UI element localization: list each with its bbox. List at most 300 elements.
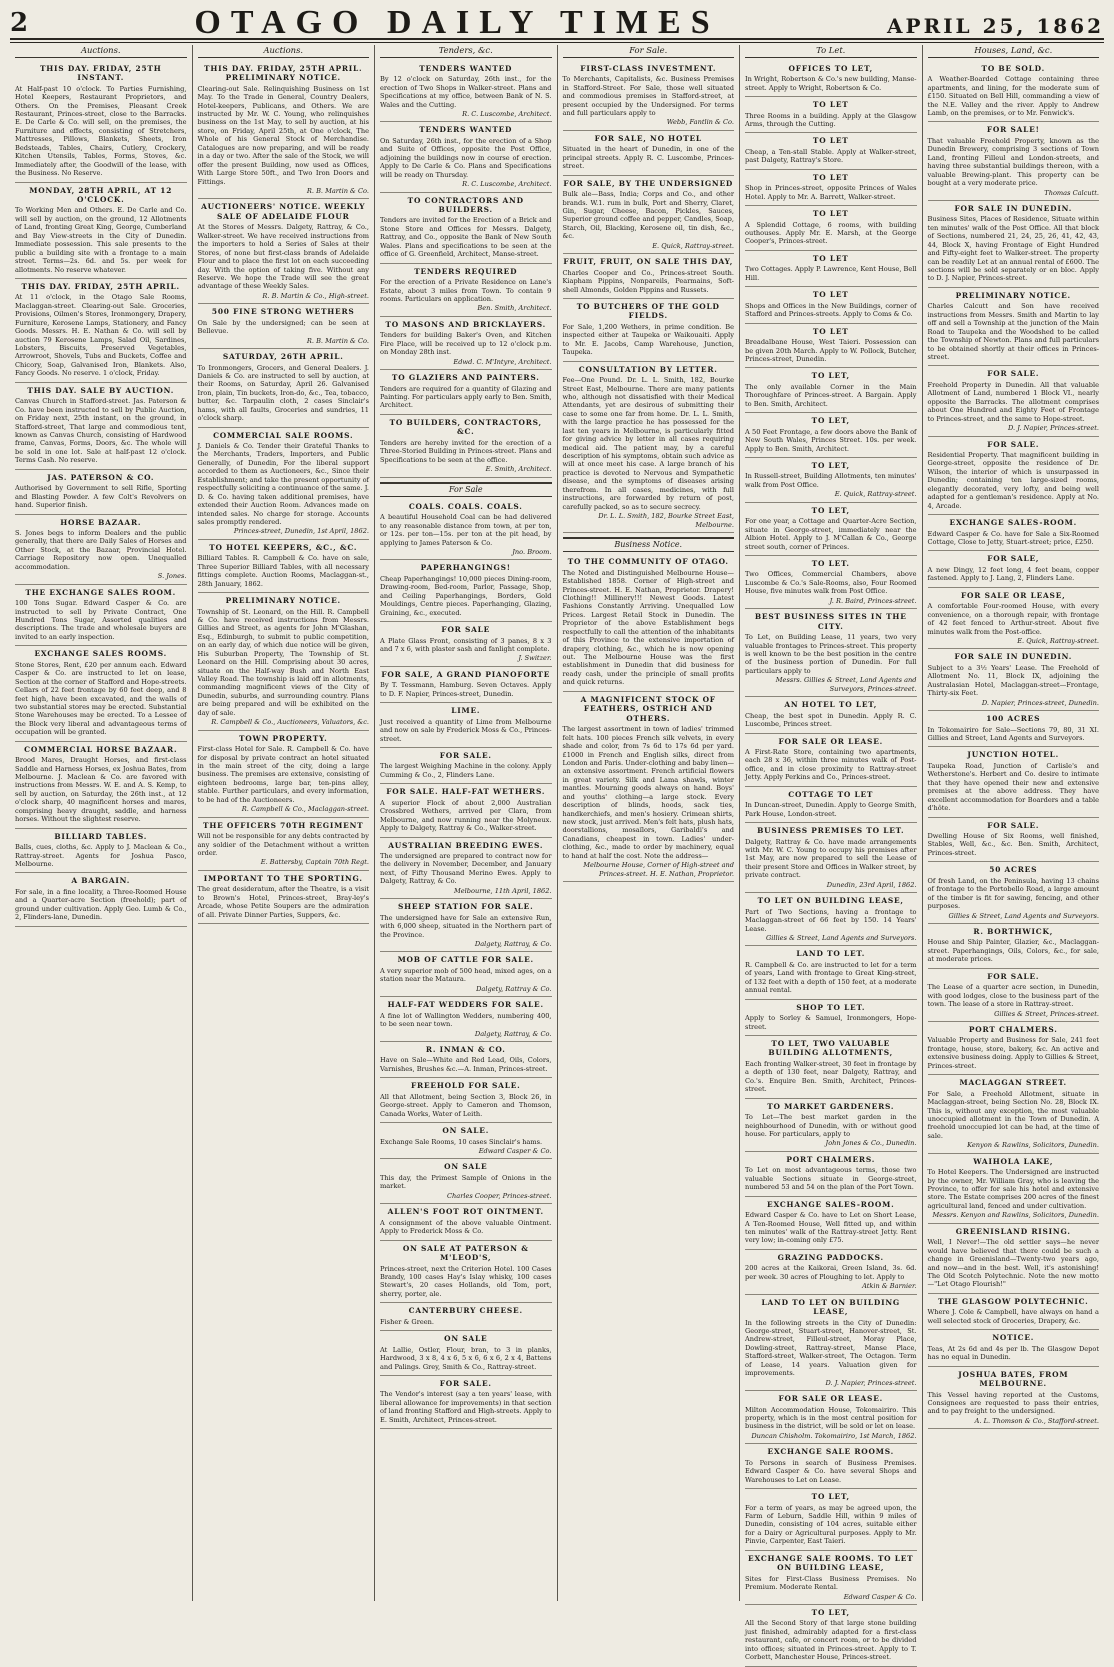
advertisement — [380, 1241, 552, 1304]
ad-heading: GRAZING PADDOCKS. — [777, 1252, 884, 1262]
advertisement — [198, 61, 370, 200]
ad-signature: Dalgety, Rattray & Co. — [476, 984, 552, 993]
advertisement — [928, 122, 1100, 201]
ad-body: Shop in Princes-street, opposite Princes of Wales Hotel. Apply to Mr. A. Barrett, Walker-street. — [745, 184, 917, 201]
ad-body: Dwelling House of Six Rooms, well finished, Stables, Well, &c., &c. Ben. Smith, Architect, Princes-street. — [927, 831, 1099, 857]
ad-signature: E. Smith, Architect. — [485, 465, 552, 474]
ad-heading: ALLEN'S FOOT ROT OINTMENT. — [387, 1207, 544, 1217]
ad-heading: TO LET — [812, 172, 849, 182]
ad-body: Clearing-out Sale. Relinquishing Business on 1st May. To the Trade in General, Country Dealers, Hotel-keepers, Publicans, and Others. We are instructed by Mr. W. C. Young, who relinquishes business on the 1st May, to sell by auction, at his store, on Friday, April 25th, at One o'clock, The Whole of his General Stock of Merchandise. Catalogues are now preparing, and will be ready in a day or two. After the sale of the Stock, we will offer the present Building, now used as Offices, With Large Store 50ft., and Two Iron Doors and Fittings. — [197, 84, 369, 186]
column-2 — [193, 45, 376, 1601]
ad-signature: R. B. Martin & Co. — [306, 186, 369, 195]
ad-body: To Persons in search of Business Premises. Edward Casper & Co. have several Shops and Warehouses to Let on Lease. — [745, 1458, 917, 1484]
ad-heading: JUNCTION HOTEL. — [967, 750, 1060, 760]
advertisement — [380, 1331, 552, 1376]
ad-body: A 50 Feet Frontage, a few doors above the Bank of New South Wales, Princes Street. 10s. per week. Apply to Ben. Smith, Architect. — [745, 427, 917, 453]
ad-heading: 500 FINE STRONG WETHERS — [211, 307, 355, 317]
ad-heading: PORT CHALMERS. — [968, 1024, 1058, 1034]
advertisement — [15, 61, 187, 183]
advertisement — [380, 997, 552, 1042]
ad-signature: R. C. Luscombe, Architect. — [462, 180, 552, 189]
advertisement — [380, 748, 552, 784]
advertisement — [380, 899, 552, 952]
ad-heading: EXCHANGE SALE ROOMS. — [767, 1447, 894, 1457]
ad-heading: TO MASONS AND BRICKLAYERS. — [385, 319, 547, 329]
ad-body: By T. Tessmann, Hamburg. Seven Octaves. Apply to D. F. Napier, Princes-street, Dunedin. — [380, 681, 552, 698]
ad-signature: Atkin & Barnier. — [862, 1282, 917, 1291]
advertisement — [380, 499, 552, 561]
advertisement — [745, 556, 917, 609]
ad-body: To Merchants, Capitalists, &c. Business Premises in Stafford-Street. For Sale, those well situated and commodious premises in Stafford-street, at present occupied by the Undersigned. For terms and full particulars apply to — [562, 75, 734, 117]
advertisement — [380, 667, 552, 703]
advertisement — [745, 133, 917, 169]
column-header: To Let. — [745, 45, 917, 58]
ad-body: Charles Calcutt and Son have received instructions from Messrs. Smith and Martin to lay off and sell a Township at the junction of the Main Road to Taupeka and the Woodshed to be called the Township of Newton. Plans and full particulars to be obtained shortly at their offices in Princes-street. — [927, 302, 1099, 361]
page-number: 2 — [10, 8, 29, 38]
ad-body: Canvas Church in Stafford-street. Jas. Paterson & Co. have been instructed to sell by Public Auction, on Friday next, 25th instant, on the ground, in Stafford-street, That large and commodious tent, known as Canvas Church, consisting of Hardwood frame, Canvas, Forms, Doors, &c. The whole will be sold in one lot. Sale at half-past 12 o'clock. Terms Cash. No reserve. — [15, 397, 187, 465]
ad-body: For a term of years, as may be agreed upon, the Farm of Leburn, Saddle Hill, within 9 miles of Dunedin, consisting of 104 acres, suitable either for a Dairy or Agricultural purposes. Apply to Mr. Pinvie, Carpenter, East Taieri. — [745, 1503, 917, 1546]
ad-heading: ON SALE. — [442, 1126, 490, 1136]
ad-body: A fine lot of Wallington Wedders, numbering 400, to be seen near town. — [380, 1011, 552, 1029]
ad-heading: PORT CHALMERS. — [786, 1154, 876, 1164]
ad-heading: 50 ACRES — [989, 865, 1038, 875]
ad-body: All the Second Story of that large stone building just finished, admirably adapted for a first-class restaurant, cafe, or concert room, or to be divided into offices; situated in Princes-street. Apply to T. Corbett, Manchester House, Princes-street. — [745, 1619, 917, 1662]
ad-body: By 12 o'clock on Saturday, 26th inst., for the erection of Two Shops in Walker-street. Plans and Specifications at my office, between Bank of N. S. Wales and the Cutting. — [380, 75, 552, 109]
advertisement — [745, 1036, 917, 1099]
advertisement — [380, 703, 552, 748]
ad-heading: TO LET, — [811, 1607, 850, 1617]
advertisement — [380, 61, 552, 123]
ad-heading: R. INMAN & CO. — [425, 1044, 506, 1054]
ad-heading: TO BUTCHERS OF THE GOLD FIELDS. — [576, 301, 720, 321]
advertisement — [198, 818, 370, 871]
ad-heading: TO LET, — [811, 371, 850, 381]
advertisement — [928, 1224, 1100, 1294]
ad-body: Tenders for building Baker's Oven, and Kitchen Fire Place, will be received up to 12 o'clock p.m. on Monday 28th inst. — [380, 331, 552, 357]
ad-heading: EXCHANGE SALES-ROOM. — [767, 1199, 895, 1209]
ad-heading: TO LET ON BUILDING LEASE, — [757, 896, 904, 906]
ad-heading: COMMERCIAL HORSE BAZAAR. — [24, 744, 178, 754]
ad-body: Exchange Sale Rooms, 10 cases Sinclair's hams. — [380, 1137, 543, 1146]
ad-heading: FOR SALE. — [439, 750, 492, 760]
ad-heading: CANTERBURY CHEESE. — [408, 1306, 523, 1316]
advertisement — [745, 734, 917, 787]
ad-body: Just received a quantity of Lime from Melbourne and now on sale by Frederick Moss & Co., Princes-street. — [380, 717, 552, 743]
ad-heading: FREEHOLD FOR SALE. — [410, 1081, 521, 1091]
ad-heading: TO BUILDERS, CONTRACTORS, &C. — [389, 417, 542, 437]
ad-body: R. Campbell & Co. are instructed to let for a term of years, Land with frontage to Great King-street, of 132 feet with a depth of 150 feet, at a moderate annual rental. — [745, 960, 917, 995]
ad-heading: THIS DAY. FRIDAY, 25TH APRIL. PRELIMINARY NOTICE. — [204, 63, 363, 83]
advertisement — [928, 1075, 1100, 1154]
advertisement — [745, 1444, 917, 1489]
ad-body: A superior Flock of about 2,000 Australian Crossbred Wethers, arrived per Clara, from Melbourne, and now running near the Molyneux. Apply to Dalgety, Rattray & Co., Walker-street. — [380, 798, 552, 833]
advertisement — [745, 206, 917, 251]
ad-heading: EXCHANGE SALES ROOMS. — [34, 649, 168, 659]
advertisement — [928, 969, 1100, 1022]
masthead — [10, 4, 1104, 41]
ad-body: For the erection of a Private Residence on Lane's Estate, about 3 miles from Town. To contain 9 rooms. Particulars on application. — [380, 278, 552, 303]
ad-body: At 11 o'clock, in the Otago Sale Rooms, Maclaggan-street. Clearing-out Sale. Groceries, Provisions, Oilmen's Stores, Ironmongery, Drapery, Furniture, Kerosene Lamps, Stationery, and Fancy Goods. Messrs. H. E. Nathan & Co. will sell by auction 79 Kerosene Lamps, Salad Oil, Sardines, Lobsters, Biscuits, Preserved Vegetables, Arrowroot, Shovels, Tubs and Buckets, Coffee and Chicory, Soap, Galvanised Iron, Blankets. Also, Fancy Goods. No reserve. 1 o'clock, Friday. — [15, 293, 187, 378]
ad-signature: Princes-street, Dunedin, 1st April, 1862. — [233, 527, 369, 536]
ad-body: Authorised by Government to sell Rifle, Sporting and Blasting Powder. A few Colt's Revolvers on hand. Superior finish. — [15, 484, 187, 510]
ad-body: 200 acres at the Kaikorai, Green Island, 3s. 6d. per week. 30 acres of Ploughing to let. Apply to — [745, 1264, 917, 1281]
ad-body: In the following streets in the City of Dunedin: George-street, Stuart-street, Hanover-street, St. Andrew-street, Filleul-street, Moray Place, Dowling-street, Rattray-street, Manse Place, Stafford-street, Walker-street, The Octagon. Term of Lease, 14 years. Valuation given for improvements. — [745, 1318, 917, 1378]
ad-heading: TO LET — [812, 290, 849, 300]
columns-container — [10, 45, 1104, 1662]
section-title: For Sale — [448, 484, 483, 494]
advertisement — [380, 1204, 552, 1240]
advertisement — [745, 170, 917, 206]
ad-body: The Noted and Distinguished Melbourne House—Established 1858. Corner of High-street and Princes-street. H. E. Nathan, Proprietor. Drapery! Clothing!! Millinery!!! Newest Goods. Latest Fashions Constantly Arriving. Unequalled Low Prices. Largest Retail Stock in Dunedin. The Proprietor of the above Establishment begs respectfully to call the attention of the inhabitants of this Province to the extensive importation of drapery, clothing, &c., which he is now opening out. The Melbourne House was the first establishment in Dunedin that did business for ready cash, under the principle of small profits and quick returns. — [562, 568, 734, 687]
ad-body: Tenders are hereby invited for the erection of a Three-Storied Building in Princes-street. Plans and Specifications to be seen at the office. — [380, 438, 552, 464]
ad-body: In Tokomairiro for Sale—Sections 79, 80, 31 XI. Gillies and Street, Land Agents and Surveyors. — [927, 725, 1099, 742]
ad-heading: TENDERS WANTED — [419, 125, 513, 135]
ad-signature: D. Napier, Princes-street, Dunedin. — [981, 698, 1099, 707]
ad-body: To Hotel Keepers. The Undersigned are instructed by the owner, Mr. William Gray, who is leaving the Province, to offer for sale his hotel and extensive store. The Estate comprises 200 acres of the finest agricultural land, fenced and under cultivation. — [927, 1168, 1099, 1210]
ad-heading: TO BE SOLD. — [981, 63, 1045, 73]
ad-signature: Dalgety, Rattray, & Co. — [474, 939, 552, 948]
advertisement — [563, 692, 735, 882]
advertisement — [745, 1551, 917, 1605]
ad-heading: FOR SALE — [441, 625, 491, 635]
ad-heading: BILLIARD TABLES. — [54, 831, 148, 841]
advertisement — [928, 1022, 1100, 1075]
ad-signature: Charles Cooper, Princes-street. — [447, 1191, 552, 1200]
ad-body: Taupeka Road, Junction of Carlisle's and Wetherstone's. Herbert and Co. desire to intimate that they have opened their new and extensive premises at the above address. They have excellent accommodation for Boarders and a table d'hôte. — [927, 761, 1099, 813]
ad-heading: TO LET — [812, 326, 849, 336]
advertisement — [745, 324, 917, 369]
ad-body: Milton Accommodation House, Tokomairiro. This property, which is in the most central position for business in the district, will be sold or let on lease. — [745, 1405, 917, 1431]
advertisement — [928, 366, 1100, 436]
ad-body: To Ironmongers, Grocers, and General Dealers. J. Daniels & Co. are instructed to sell by auction, at their Rooms, on Saturday, April 26. Galvanised Iron, plain, Tin buckets, Iron-do, &c., Tea, tobacco, butter, &c. Tarpaulin cloth, 2 cases Sinclair's hams, with all faults, Groceries and sundries, 11 o'clock sharp. — [197, 363, 369, 423]
ad-body: The undersigned have for Sale an extensive Run, with 6,000 sheep, situated in the Northern part of the Province. — [380, 913, 552, 939]
advertisement — [198, 871, 370, 924]
ad-body: Will not be responsible for any debts contracted by any soldier of the Detachment without a written order. — [197, 832, 369, 857]
advertisement — [745, 823, 917, 893]
ad-body: Each fronting Walker-street, 30 feet in frontage by a depth of 130 feet, near Dalgety, Rattray, and Co.'s. Enquire Ben. Smith, Architect, Princes-street. — [745, 1059, 917, 1094]
ad-heading: MOB OF CATTLE FOR SALE. — [397, 955, 534, 965]
ad-heading: FOR SALE! — [986, 125, 1040, 135]
ad-heading: THIS DAY. SALE BY AUCTION. — [27, 385, 175, 395]
ad-body: Cheap, a Ten-stall Stable. Apply at Walker-street, past Dalgety, Rattray's Store. — [745, 147, 917, 165]
ad-heading: THIS DAY. FRIDAY, 25TH APRIL. — [21, 281, 180, 291]
ad-signature: E. Quick, Rattray-street. — [652, 241, 734, 250]
ad-body: Two Offices, Commercial Chambers, above Luscombe & Co.'s Sale-Rooms, also, Four Roomed House, five minutes walk from Post Office. — [745, 570, 917, 596]
advertisement — [745, 1391, 917, 1444]
ad-signature: John Jones & Co., Dunedin. — [825, 1139, 917, 1148]
column-5 — [740, 45, 923, 1662]
ad-heading: TO THE COMMUNITY OF OTAGO. — [567, 557, 729, 567]
advertisement — [745, 287, 917, 323]
advertisement — [928, 437, 1100, 516]
advertisement — [928, 1330, 1100, 1366]
advertisement — [380, 122, 552, 192]
ad-signature: Edward Casper & Co. — [843, 1592, 917, 1601]
ad-body: S. Jones begs to inform Dealers and the public generally, that there are Daily Sales of Horses and Other Stock, at the Bazaar, Provincial Hotel. Carriage Repository now open. Unequalled accommodation. — [15, 529, 187, 571]
advertisement — [15, 742, 187, 829]
advertisement — [15, 873, 187, 926]
ad-body: A comfortable Four-roomed House, with every convenience, on a thorough repair, with frontage of 42 feet fenced to Arthur-street. About five minutes walk from the Post-office. — [927, 602, 1099, 636]
ad-body: First-class Hotel for Sale. R. Campbell & Co. have for disposal by private contract an hotel situated in the main street of the city, doing a large business. The premises are extensive, consisting of eighteen bedrooms, large bar, ten-pins alley, stable. Further particulars, and every information, to be had of the Auctioneers. — [197, 745, 369, 804]
ad-body: This day, the Primest Sample of Onions in the market. — [380, 1173, 552, 1191]
ad-heading: EXCHANGE SALES-ROOM. — [949, 518, 1077, 528]
ad-body: To Let—The best market garden in the neighbourhood of Dunedin, with or without good house. For particulars, apply to — [745, 1113, 917, 1138]
ad-body: Billiard Tables. R. Campbell & Co. have on sale, Three Superior Billiard Tables, with all necessary fittings complete. Auction Rooms, Maclaggan-st., 28th January, 1862. — [197, 554, 369, 588]
advertisement — [928, 551, 1100, 587]
advertisement — [198, 540, 370, 593]
ad-signature: Melbourne, 11th April, 1862. — [454, 886, 552, 895]
advertisement — [745, 413, 917, 458]
ad-heading: FOR SALE, — [987, 554, 1040, 564]
advertisement — [745, 1489, 917, 1551]
ad-body: For sale, in a fine locality, a Three-Roomed House and a Quarter-acre Section (freehold); part of ground under cultivation. Apply Geo. Lumb & Co., 2, Flinders-lane, Dunedin. — [15, 887, 187, 922]
ad-signature: E. Quick, Rattray-street. — [834, 490, 917, 499]
ad-heading: TENDERS WANTED — [419, 63, 513, 73]
ad-signature: Gillies & Street, Princes-street. — [994, 1009, 1099, 1018]
ad-heading: COTTAGE TO LET — [788, 789, 874, 799]
ad-heading: FOR SALE. — [987, 369, 1040, 379]
advertisement — [745, 1295, 917, 1391]
ad-heading: THE EXCHANGE SALES ROOM. — [25, 587, 177, 597]
ad-body: Teas, At 2s 6d and 4s per lb. The Glasgow Depot has no equal in Dunedin. — [927, 1344, 1099, 1362]
advertisement — [745, 251, 917, 287]
ad-heading: TENDERS REQUIRED — [414, 266, 518, 276]
ad-body: The largest assortment in town of ladies' trimmed felt hats. 100 pieces French silk velvets, in every shade and color, from 7s 6d to 17s 6d per yard. £1000 in French and English silks, direct from London and Paris. Under-clothing and baby linen—an extensive assortment. French artificial flowers in great variety. Silk and Lama shawls, winter mantles. Mourning goods always on hand. Boys' and youths' clothing—a large stock. Every description of blinds, hoods, sack ties, handkerchiefs, and men's hosiery. Crimean shirts, new stock, just arrived. Men's felt hats, plush hats, doorstallions, mosaïlors, Garibaldi's and Canadians, cheapest in town. Ladies' under-clothing, &c., made to order by machinery, equal to hand at half the cost. Note the address— — [562, 725, 734, 860]
ad-signature: J. Switzer. — [518, 654, 552, 663]
ad-body: On Saturday, 26th inst., for the erection of a Shop and Suite of Offices, opposite the Post Office, adjoining the buildings now in course of erection. Apply to De Carle & Co. Plans and Specifications will be ready on Thursday. — [380, 136, 552, 179]
advertisement — [380, 622, 552, 667]
ad-heading: TO HOTEL KEEPERS, &C., &C. — [209, 542, 358, 552]
ad-heading: FOR SALE, A GRAND PIANOFORTE — [381, 669, 551, 679]
advertisement — [745, 697, 917, 733]
advertisement — [928, 649, 1100, 711]
ad-body: J. Daniels & Co. Tender their Grateful Thanks to the Merchants, Traders, Importers, and Public Generally, of Dunedin, For the liberal support accorded to them as Auctioneers, &c., Since their Establishment; and take the present opportunity of respectfully soliciting a continuance of the same. J. D. & Co. having taken additional premises, have extended their Auction Room. Advances made on intended sales. No charge for storage. Accounts sales promptly rendered. — [197, 442, 369, 526]
ad-body: Fisher & Green. — [380, 1317, 434, 1326]
advertisement — [745, 97, 917, 133]
ad-heading: LIME. — [451, 706, 481, 716]
advertisement — [15, 515, 187, 585]
ad-signature: R. B. Martin & Co., High-street. — [262, 291, 369, 300]
ad-signature: R. Campbell & Co., Maclaggan-street. — [241, 805, 369, 814]
ad-body: Subject to a 3½ Years' Lease. The Freehold of Allotment No. 11, Block IX, adjoining the Australasian Hotel, Maclaggan-street—Frontage, Thirty-six Feet. — [927, 663, 1099, 698]
ad-body: House and Ship Painter, Glazier, &c., Maclaggan-street. Paperhangings, Oils, Colors, &c., for sale, at moderate prices. — [927, 938, 1099, 964]
ad-heading: TOWN PROPERTY. — [238, 733, 328, 743]
advertisement — [563, 554, 735, 692]
ad-heading: AUSTRALIAN BREEDING EWES. — [388, 840, 544, 850]
ad-list — [745, 61, 917, 1667]
ad-body: A very superior mob of 500 head, mixed ages, on a station near the Mataura. — [380, 966, 552, 984]
ad-signature: Dunedin, 23rd April, 1862. — [826, 880, 917, 889]
ad-signature: Ben. Smith, Architect. — [477, 304, 552, 313]
ad-body: Residential Property. That magnificent building in George-street, opposite the residence of Dr. Wilson, the interior of which is unsurpassed in Dunedin; containing ten large-sized rooms, elegantly decorated, very lofty, and being well adapted for a gentleman's residence. Apply at No. 4, Arcade. — [927, 451, 1099, 510]
ad-heading: FOR SALE. — [987, 439, 1040, 449]
ad-body: A new Dingy, 12 feet long, 4 feet beam, copper fastened. Apply to J. Lang, 2, Flinders Lane. — [927, 565, 1099, 583]
column-header: For Sale. — [563, 45, 735, 58]
ad-body: The undersigned are prepared to contract now for the delivery in November, December, and January next, of Fifty Thousand Merino Ewes. Apply to Dalgety, Rattray, & Co. — [380, 852, 552, 886]
ad-body: At the Stores of Messrs. Dalgety, Rattray, & Co., Walker-street. We have received instructions from the importers to hold a Series of Sales at their Stores, of none but first-class brands of Adelaide Flour and to place the first lot on each succeeding day. With the option of taking five. Without any Reserve. We hope the Trade will see the great advantage of these Weekly Sales. — [197, 223, 369, 291]
ad-heading: TO LET — [812, 136, 849, 146]
advertisement — [380, 1159, 552, 1204]
advertisement — [380, 1078, 552, 1123]
column-1 — [10, 45, 193, 1601]
column-3 — [375, 45, 558, 1601]
ad-body: Business Sites, Places of Residence, Situate within ten minutes' walk of the Post Office. All that block of Sections, numbered 21, 24, 25, 26, 41, 42, 43, 44, Block X, having Frontage of Eight Hundred and Fifty-eight feet to Walker-street. The property can be readily Let at an annual rental of £600. The sections will be sold separately or en bloc. Apply to D. J. Napier, Princes-street. — [927, 215, 1099, 283]
ad-heading: FRUIT, FRUIT, ON SALE THIS DAY, — [563, 257, 734, 267]
ad-signature: D. J. Napier, Princes-street. — [825, 1378, 917, 1387]
ad-signature: R. C. Luscombe, Architect. — [462, 109, 552, 118]
newspaper-title: OTAGO DAILY TIMES — [194, 4, 720, 41]
ad-heading: THIS DAY. FRIDAY, 25TH INSTANT. — [39, 63, 162, 83]
ad-body: Apply to Sorley & Samuel, Ironmongers, Hope-street. — [745, 1014, 917, 1031]
advertisement — [745, 1250, 917, 1295]
ad-heading: PRELIMINARY NOTICE. — [955, 290, 1071, 300]
ad-heading: SHEEP STATION FOR SALE. — [398, 902, 534, 912]
ad-heading: IMPORTANT TO THE SPORTING. — [203, 873, 363, 883]
ad-body: All that Allotment, being Section 3, Block 26, in George-street. Apply to Cameron and Thomson, Canada Works, Water of Leith. — [380, 1092, 552, 1118]
advertisement — [380, 1303, 552, 1331]
ad-body: Sites for First-Class Business Premises. No Premium. Moderate Rental. — [745, 1574, 917, 1592]
ad-signature: R. Campbell & Co., Auctioneers, Valuators, &c. — [211, 718, 369, 727]
ad-body: Edward Casper & Co. have to Let on Short Lease, A Ten-Roomed House, Well fitted up, and within ten minutes' walk of the Rattray-street Jetty. Rent very low; in-coming only £75. — [745, 1211, 917, 1245]
ad-body: Have on Sale—White and Red Lead, Oils, Colors, Varnishes, Brushes &c.—A. Inman, Princes-street. — [380, 1056, 552, 1073]
advertisement — [928, 924, 1100, 969]
ad-body: Dalgety, Rattray & Co. have made arrangements with Mr. W. C. Young to occupy his premises after 1st May, are now prepared to sell the Lease of their present Store and Offices in Walker street, by private contract. — [745, 837, 917, 880]
advertisement — [563, 254, 735, 299]
advertisement — [380, 370, 552, 415]
ad-body: Situated in the heart of Dunedin, in one of the principal streets. Apply R. C. Luscombe, Princes-street. — [562, 145, 734, 171]
ad-heading: THE OFFICERS 70TH REGIMENT — [203, 820, 364, 830]
ad-heading: FIRST-CLASS INVESTMENT. — [580, 63, 717, 73]
advertisement — [198, 349, 370, 428]
issue-date: APRIL 25, 1862 — [887, 14, 1104, 38]
ad-body: Three Rooms in a building. Apply at the Glasgow Arms, through the Cutting. — [745, 111, 917, 128]
section-title: Business Notice. — [614, 539, 683, 549]
advertisement — [745, 368, 917, 413]
ad-signature: Webb, Fantlin & Co. — [666, 118, 734, 127]
ad-signature: Jno. Broom. — [512, 547, 552, 556]
ad-body: Edward Casper & Co. have for Sale a Six-Roomed Cottage, Close to Jetty, Stuart-street; price, £250. — [927, 529, 1099, 546]
ad-body: The only available Corner in the Main Thoroughfare of Princes-street. A Bargain. Apply to Ben. Smith, Architect. — [745, 382, 917, 408]
ad-heading: AUCTIONEERS' NOTICE. WEEKLY SALE OF ADELAIDE FLOUR — [201, 202, 366, 221]
ad-body: In Russell-street, Building Allotments, ten minutes' walk from Post Office. — [745, 472, 917, 489]
ad-body: Where J. Cole & Campbell, have always on hand a well selected stock of Groceries, Drapery, &c. — [927, 1308, 1099, 1325]
ad-heading: TO LET, — [811, 1492, 850, 1502]
ad-heading: TO LET, — [811, 416, 850, 426]
ad-heading: TO MARKET GARDENERS. — [767, 1101, 895, 1111]
ad-heading: FOR SALE. — [987, 820, 1040, 830]
advertisement — [15, 279, 187, 383]
advertisement — [15, 646, 187, 741]
advertisement — [563, 176, 735, 255]
advertisement — [928, 288, 1100, 367]
ad-signature: Edward Casper & Co. — [478, 1147, 552, 1156]
advertisement — [745, 1197, 917, 1250]
ad-signature: Duncan Chisholm. Tokomairiro, 1st March, 1862. — [751, 1431, 917, 1440]
ad-body: Breadalbane House, West Taieri. Possession can be given 20th March. Apply to W. Pollock, Butcher, Princes-street, Dunedin. — [745, 338, 917, 363]
ad-heading: SHOP TO LET. — [796, 1002, 866, 1012]
ad-signature: S. Jones. — [157, 572, 187, 581]
ad-heading: FOR SALE IN DUNEDIN. — [954, 203, 1073, 213]
ad-body: That valuable Freehold Property, known as the Dunedin Brewery, comprising 3 sections of Town Land, fronting Filleul and London-streets, and having three substantial buildings thereon, with a valuable Brewing-plant. This property can be bought at a very moderate price. — [927, 136, 1099, 188]
advertisement — [380, 784, 552, 837]
ad-heading: FOR SALE OR LEASE. — [778, 1394, 884, 1404]
advertisement — [198, 428, 370, 540]
advertisement — [928, 818, 1100, 863]
ad-heading: PAPERHANGINGS! — [420, 563, 511, 573]
ad-body: Stone Stores, Rent, £20 per annum each. Edward Casper & Co. are instructed to let on lease, Section at the corner of Stafford and Hope-streets. Cellars of 22 feet frontage by 60 feet deep, and 8 feet high, have been excavated, and the walls of two substantial stores may be erected. Substantial Stone Warehouses may be erected. To a Lessee of the Block very liberal and advantageous terms of occupation will be granted. — [15, 660, 187, 737]
ad-heading: PRELIMINARY NOTICE. — [225, 596, 341, 606]
ad-body: To Working Men and Others. E. De Carle and Co. will sell by auction, on the ground, 12 Allotments of Land, fronting Great King, George, Cumberland and Bay View-streets in the City of Dunedin. Immediate possession. This sale presents to the public a building site with a frontage to a main street. Terms—2s. 6d. and 5s. per week for allotments. No reserve whatever. — [15, 206, 187, 274]
ad-list — [563, 61, 735, 882]
ad-signature: Edwd. C. M'Intyre, Architect. — [453, 357, 552, 366]
ad-body: Cheap, the best spot in Dunedin. Apply R. C. Luscombe, Princes street. — [745, 711, 917, 729]
advertisement — [198, 199, 370, 304]
section-header — [380, 482, 552, 497]
ad-body: Princes-street, next the Criterion Hotel. 100 Cases Brandy, 100 cases Hay's Islay whisky, 100 cases Stewart's, 20 cases Hollands, old Tom, port, sherry, porter, ale. — [380, 1264, 552, 1298]
ad-heading: JOSHUA BATES, FROM MELBOURNE. — [958, 1369, 1069, 1389]
ad-body: Of fresh Land, on the Peninsula, having 13 chains of frontage to the Portobello Road, a large amount of the timber is fit for sawing, fencing, and other purposes. — [927, 876, 1099, 911]
ad-body: A beautiful Household Coal can be had delivered to any reasonable distance from town, at per ton, or 12s. per ton—15s. per ton at the pit head, by applying to James Paterson & Co. — [380, 513, 552, 547]
ad-heading: FOR SALE IN DUNEDIN. — [954, 652, 1073, 662]
ad-body: Two Cottages. Apply P. Lawrence, Kent House, Bell Hill. — [745, 265, 917, 282]
ad-body: Fee—One Pound. Dr. L. L. Smith, 182, Bourke Street East, Melbourne. There are many patients who, although not dissatisfied with their Medical Attendants, yet are desirous of submitting their case to some one far from home. Dr. L. L. Smith, with the large practice he has possessed for the last ten years in Melbourne, is particularly fitted for giving advice by letter in all cases requiring medical aid. The patient may, by a careful description of his symptoms, obtain such advice as will at once meet his case. A large branch of his practice is devoted to Nervous and Sympathetic disease, and the symptoms of diseases arising therefrom. In all cases, medicines, with full instructions, are forwarded by return of post, carefully packed, so as to secure secrecy. — [562, 376, 734, 511]
ad-signature: Dalgety, Rattray, & Co. — [474, 1029, 552, 1038]
ad-signature: A. L. Thomson & Co., Stafford-street. — [974, 1416, 1099, 1425]
advertisement — [15, 470, 187, 515]
ad-body: Township of St. Leonard, on the Hill. R. Campbell & Co. have received instructions from Messrs. Gillies and Street, as agents for John M'Glashan, Esq., Edinburgh, to submit to public competition, on an early day, of which due notice will be given, His Suburban Property, The Township of St. Leonard on the Hill. Comprising about 30 acres, situate on the Half-way Bush and North East Valley Road. The township is laid off in allotments, commanding magnificent views of the City of Dunedin, suburbs, and surrounding country. Plans are being prepared and will be exhibited on the day of sale. — [197, 607, 369, 717]
advertisement — [380, 1042, 552, 1078]
ad-heading: ON SALE — [444, 1162, 488, 1172]
ad-signature: Thomas Calcutt. — [1044, 188, 1099, 197]
ad-body: A Plate Glass Front, consisting of 3 panes, 8 x 3 and 7 x 6, with plaster sash and fanlight complete. — [380, 636, 552, 653]
ad-heading: HORSE BAZAAR. — [60, 517, 142, 527]
column-header: Auctions. — [198, 45, 370, 58]
ad-heading: TO LET, — [811, 505, 850, 515]
ad-body: A consignment of the above valuable Ointment. Apply to Frederick Moss & Co. — [380, 1218, 552, 1236]
ad-signature: E. Quick, Rattray-street. — [1017, 636, 1099, 645]
ad-heading: LAND TO LET. — [796, 949, 866, 959]
ad-heading: FOR SALE. — [987, 971, 1040, 981]
ad-heading: 100 ACRES — [986, 714, 1041, 724]
advertisement — [380, 317, 552, 370]
ad-body: A Weather-Boarded Cottage containing three apartments, and lining, for the moderate sum of £150. Situated on Bell Hill, commanding a view of the N.E. Valley and the river. Apply to Andrew Lamb, on the premises, or to Mr. Fenwick's. — [927, 75, 1099, 117]
ad-heading: TO CONTRACTORS AND BUILDERS. — [407, 195, 524, 214]
advertisement — [928, 862, 1100, 924]
ad-heading: WAIHOLA LAKE, — [973, 1156, 1054, 1166]
ad-heading: FOR SALE, NO HOTEL — [594, 133, 702, 143]
advertisement — [380, 264, 552, 317]
advertisement — [563, 299, 735, 362]
ad-signature: E. Battersby, Captain 70th Regt. — [260, 858, 369, 867]
advertisement — [15, 183, 187, 279]
ad-heading: COALS. COALS. COALS. — [408, 501, 523, 511]
advertisement — [380, 193, 552, 264]
section-header — [563, 537, 735, 552]
ad-heading: SATURDAY, 26TH APRIL. — [222, 352, 344, 362]
advertisement — [745, 946, 917, 999]
advertisement — [198, 731, 370, 818]
ad-body: Bulk ale—Bass, India; Corps and Co., and other brands. W.1. rum in bulk, Port and Sherry, Claret, Gin, Sugar, Cheese, Bacon, Pickles, Sauces, Superior ground coffee and pepper, Candles, Soap, Starch, Oil, Blacking, Kerosene oil, tin dish, &c., &c. — [562, 190, 734, 241]
advertisement — [928, 711, 1100, 747]
ad-body: Part of Two Sections, having a frontage to Maclaggan-street of 66 feet by 150. 14 Years' Lease. — [745, 907, 917, 933]
ad-body: At Lallie, Ostler, Flour, bran, to 3 in planks, Hardwood, 3 x 8, 4 x 6, 5 x 6, 6 x 6, 2 x 4, Battens and Palings. Grey, Smith & Co., Rattray-street. — [380, 1345, 552, 1371]
ad-signature: Messrs. Gillies & Street, Land Agents and Surveyors, Princes-street. — [775, 676, 917, 693]
advertisement — [380, 1123, 552, 1159]
ad-body: Cheap Paperhangings! 10,000 pieces Dining-room, Drawing-room, Bed-room, Parlor, Passage, Shop, and Ceiling Paperhangings, Borders, Gold Mouldings, Centre pieces. Paperhanging, Glazing, Graining, &c., executed. — [380, 574, 552, 617]
ad-heading: CONSULTATION BY LETTER. — [578, 364, 718, 374]
ad-heading: EXCHANGE SALE ROOMS. TO LET ON BUILDING LEASE, — [748, 1553, 914, 1573]
ad-body: In Wright, Robertson & Co.'s new building, Manse-street. Apply to Wright, Robertson & Co. — [745, 75, 917, 92]
